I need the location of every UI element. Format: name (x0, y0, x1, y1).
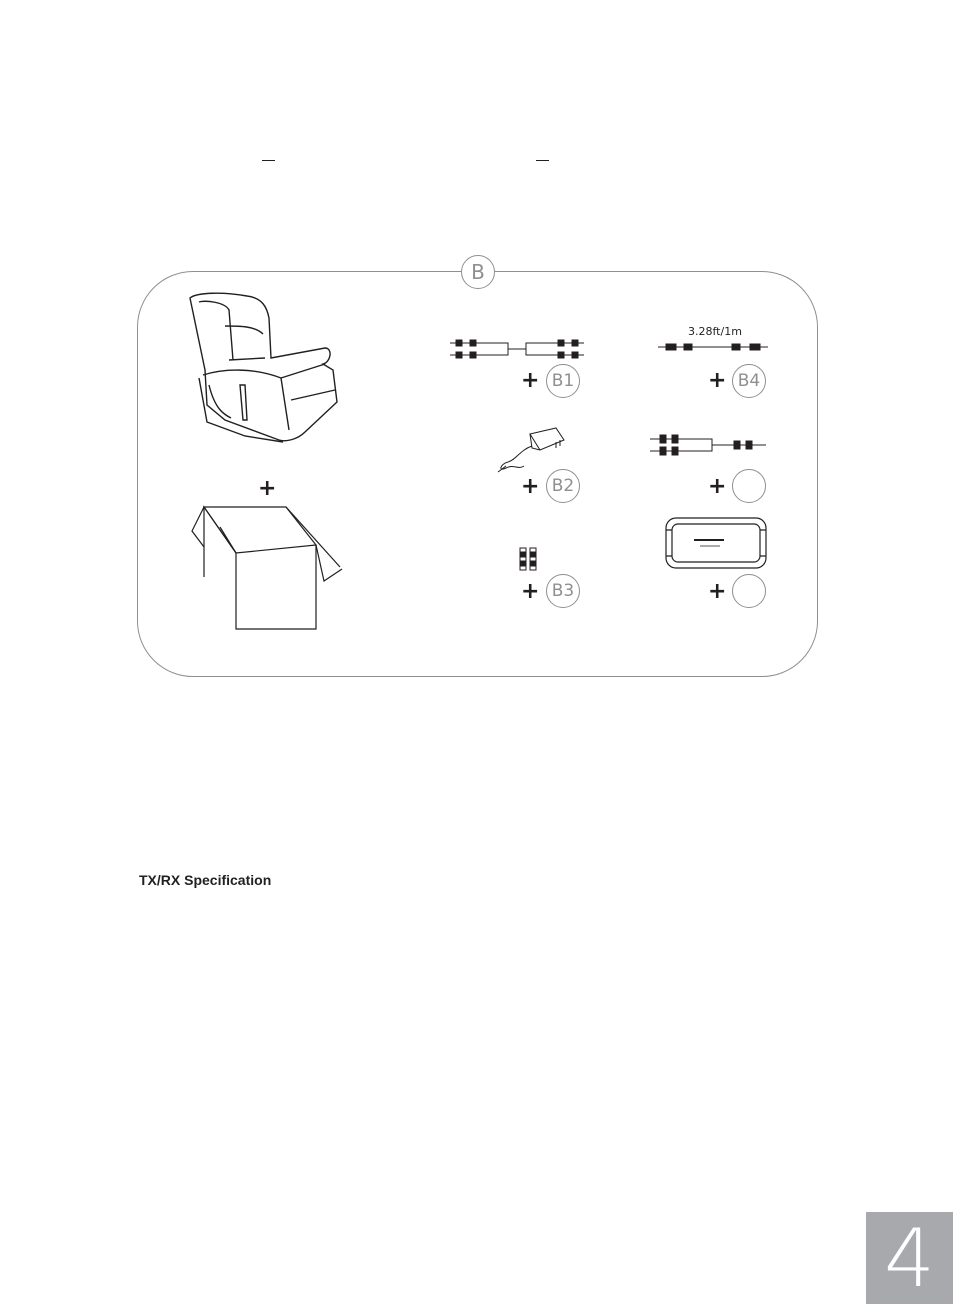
top-dash-right (536, 160, 549, 161)
b1-av-cable-illustration (448, 338, 588, 362)
splitter-code-badge (732, 469, 766, 503)
chair-illustration (185, 290, 345, 445)
transmitter-code-badge (732, 574, 766, 608)
b3-adapter-illustration (518, 546, 538, 572)
splitter-cable-illustration (648, 434, 768, 456)
b4-audio-cable-illustration (658, 342, 768, 352)
b3-code-badge: B3 (546, 574, 580, 608)
section-letter-badge: B (461, 255, 495, 289)
chair-box-plus: + (258, 476, 277, 501)
page-number: 4 (866, 1212, 953, 1304)
b4-code-badge: B4 (732, 364, 766, 398)
b2-code-badge: B2 (546, 469, 580, 503)
b1-code-badge: B1 (546, 364, 580, 398)
splitter-plus: + (708, 474, 727, 499)
transmitter-plus: + (708, 579, 727, 604)
b2-power-adapter-illustration (496, 426, 568, 476)
spec-heading: TX/RX Specification (139, 872, 272, 888)
transmitter-device-illustration (664, 516, 768, 570)
box-illustration (192, 505, 342, 630)
top-dash-left (262, 160, 275, 161)
b4-plus: + (708, 368, 727, 393)
b2-plus: + (521, 474, 540, 499)
b1-plus: + (521, 368, 540, 393)
b3-plus: + (521, 579, 540, 604)
b4-cable-length: 3.28ft/1m (688, 325, 742, 338)
